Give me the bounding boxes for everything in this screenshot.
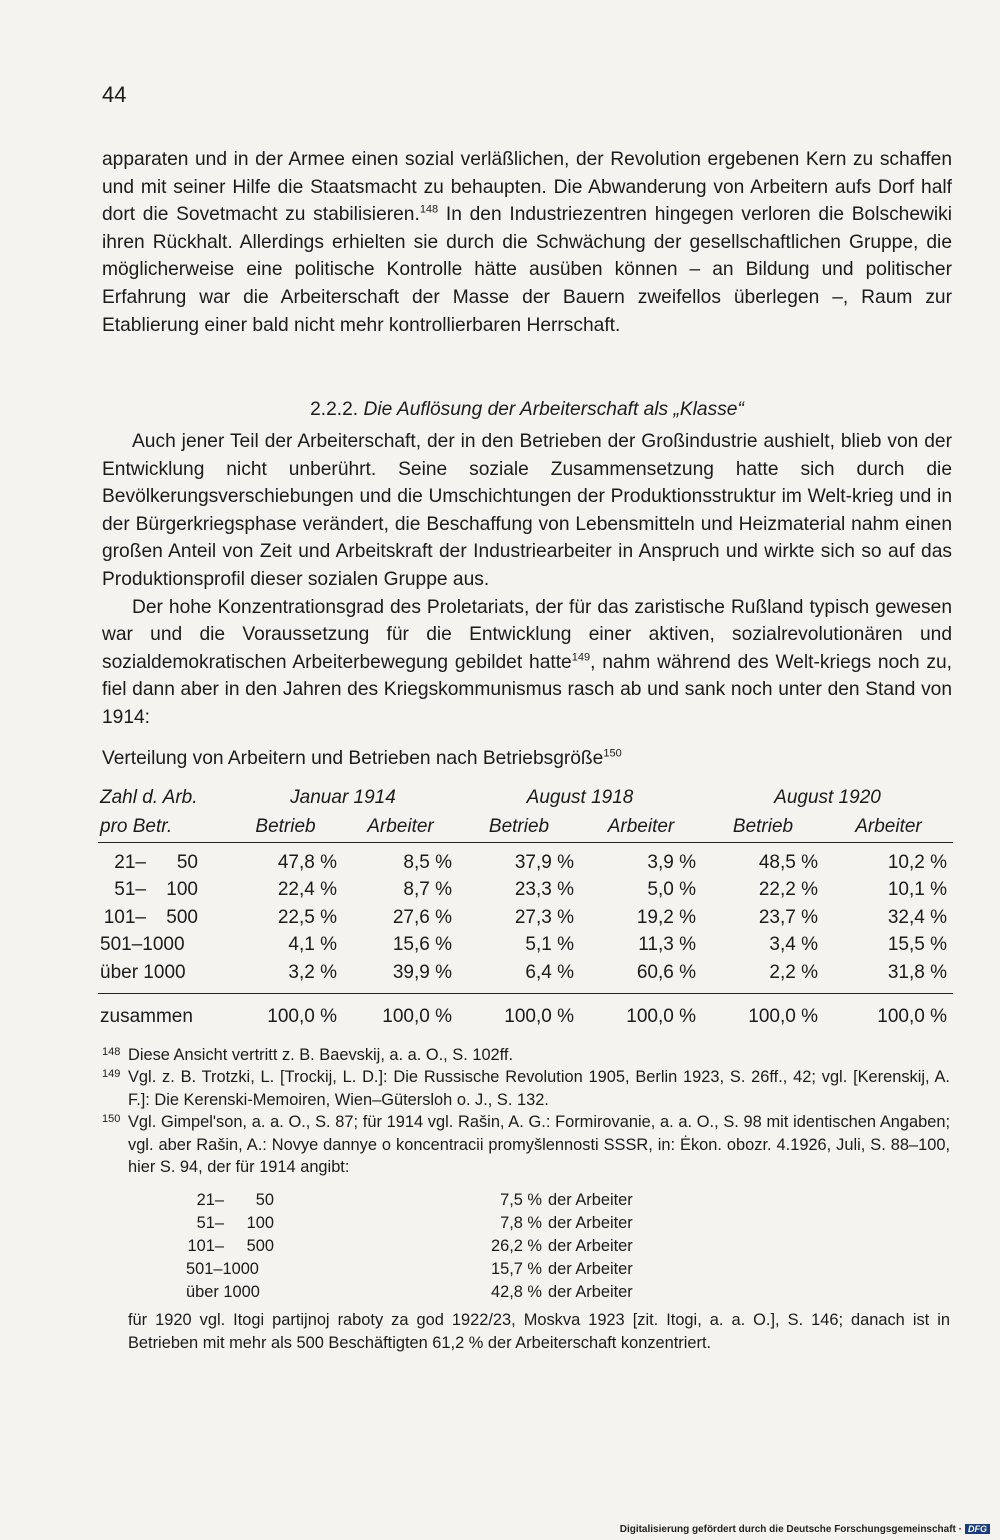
size-class: über 1000: [98, 959, 228, 993]
table-cell: 23,7 %: [758, 906, 818, 928]
paragraph-text: , nahm während des Welt-kriegs noch zu, fiel dann aber in den Jahren des Kriegskommunismus rasch ab und sank noch unter den Stand von 1914:: [102, 651, 952, 728]
table-row: [98, 843, 953, 877]
paragraph-text: Der hohe Konzentrationsgrad des Proletariats, der für das zaristische Rußland typisch gewesen war und die Voraussetzung für die Entwicklung einer aktiven, sozialrevolutionären und sozialdemokratischen Arbeiterbewegung gebildet hatte: [102, 596, 952, 673]
table-cell: 39,9 %: [343, 959, 458, 993]
footnote-149: [102, 1066, 950, 1111]
body-paragraph-2: Auch jener Teil der Arbeiterschaft, der in den Betrieben der Großindustrie aushielt, blieb von der Entwicklung nicht unberührt. Seine soziale Zusammensetzung hatte sich durch die Bevölkerungsverschiebungen und die Umschichtungen der Produktionsstruktur im Welt-krieg und in der Bürgerkriegsphase verändert, die Beschaffung von Lebensmitteln und Heizmaterial nahm einen großen Anteil von Zeit und Arbeitskraft der Industriearbeiter in Anspruch und wirkte sich so auf das Produktionsprofil dieser sozialen Gruppe aus.: [102, 431, 952, 590]
spacer: [286, 1234, 486, 1257]
footnote-ref-150[interactable]: 150: [603, 747, 622, 760]
size-class: über 1000: [186, 1282, 260, 1301]
table-cell: 2,2 %: [702, 959, 824, 993]
table-total-row: [98, 993, 953, 1031]
period-header-1914: Januar 1914: [290, 787, 396, 808]
percent: 15,7 %: [490, 1259, 542, 1278]
size-class: [98, 904, 228, 932]
table-cell: 27,3 %: [514, 906, 574, 928]
footnote-148: [102, 1044, 950, 1066]
size-lo: 21–: [114, 851, 146, 873]
paragraph-text: In den Industriezentren hingegen verloren die Bolschewiki ihren Rückhalt. Allerdings erhielten sie durch die Schwächung der gesellschaftlichen Gruppe, die möglicherweise eine politische Kontrolle hätte ausüben können – an Bildung und politischer Erfahrung war die Arbeiterschaft der Masse der Bauern zweifellos überlegen –, Raum zur Etablierung einer bald nicht mehr kontrollierbaren Herrschaft.: [102, 204, 952, 336]
table-cell: 27,6 %: [392, 906, 452, 928]
footnote-table-row: [186, 1280, 633, 1303]
size-class: [98, 877, 228, 905]
subheader-arbeiter: Arbeiter: [343, 812, 458, 843]
table-cell: 3,9 %: [647, 851, 696, 873]
body-paragraph-1: [102, 146, 952, 339]
distribution-table: [98, 784, 953, 1031]
table-row: [98, 877, 953, 905]
total-label: zusammen: [100, 1006, 193, 1028]
size-lo: 101–: [103, 906, 146, 928]
percent: 7,8 %: [500, 1213, 542, 1232]
footnote-ref-149[interactable]: 149: [571, 651, 591, 664]
table-row: [98, 959, 953, 993]
table-cell: 37,9 %: [514, 851, 574, 873]
size-hi: 100: [246, 1213, 274, 1232]
table-cell: 100,0 %: [877, 1006, 947, 1028]
body-paragraph-3: [102, 594, 952, 732]
table-cell: 22,4 %: [277, 879, 337, 901]
table-cell: 3,4 %: [769, 934, 818, 956]
footnote-text: Diese Ansicht vertritt z. B. Baevskij, a. a. O., S. 102ff.: [128, 1046, 514, 1064]
footnote-150-continuation: für 1920 vgl. Itogi partijnoj raboty za god 1922/23, Moskva 1923 [zit. Itogi, a. a. O.], S. 146; danach ist in Betrieben mit mehr als 500 Beschäftigten 61,2 % der Arbeiterschaft konzentriert.: [128, 1311, 950, 1352]
size-hi: 100: [166, 879, 198, 901]
table-cell: 22,2 %: [758, 879, 818, 901]
table-cell: 10,1 %: [887, 879, 947, 901]
subheader-betrieb: Betrieb: [702, 812, 824, 843]
period-header-1920: August 1920: [774, 787, 881, 808]
footnote-table-row: [186, 1257, 633, 1280]
percent-label: der Arbeiter: [548, 1236, 633, 1255]
size-class: [186, 1211, 286, 1234]
table-cell: 100,0 %: [267, 1006, 337, 1028]
percent: 42,8 %: [490, 1282, 542, 1301]
table-cell: 19,2 %: [636, 906, 696, 928]
footnotes: [102, 1044, 950, 1354]
size-class: [186, 1188, 286, 1211]
table-cell: 32,4 %: [887, 906, 947, 928]
paragraph-text: apparaten und in der Armee einen sozial verläßlichen, der Revolution ergebenen Kern zu schaffen und mit seiner Hilfe die Staatsmacht zu behaupten. Die Abwanderung von Arbeitern aufs Dorf half dort die Sovetmacht zu stabilisieren.: [102, 149, 952, 226]
table-cell: 3,2 %: [228, 959, 343, 993]
spacer: [286, 1280, 486, 1303]
footnote-table-row: [186, 1188, 633, 1211]
footnote-table-row: [186, 1234, 633, 1257]
table-cell: 22,5 %: [277, 906, 337, 928]
footnote-number: 150: [102, 1113, 121, 1126]
table-cell: 5,1 %: [525, 934, 574, 956]
table-cell: 6,4 %: [458, 959, 580, 993]
percent-label: der Arbeiter: [548, 1259, 633, 1278]
table-cell: 100,0 %: [382, 1006, 452, 1028]
table-caption: [102, 748, 622, 770]
section-heading: [102, 396, 952, 423]
size-lo: 101–: [187, 1236, 224, 1255]
table-cell: 31,8 %: [824, 959, 953, 993]
size-class: 501–1000: [186, 1259, 259, 1278]
table-row: [98, 932, 953, 960]
body-paragraphs-2-3: [102, 428, 952, 732]
table-cell: 15,5 %: [887, 934, 947, 956]
table-cell: 48,5 %: [758, 851, 818, 873]
percent-label: der Arbeiter: [548, 1282, 633, 1301]
dfg-logo: DFG: [965, 1524, 990, 1534]
row-header-line2: pro Betr.: [98, 812, 228, 843]
table-cell: 10,2 %: [887, 851, 947, 873]
period-header-1918: August 1918: [526, 787, 634, 808]
footnote-text: Vgl. Gimpel'son, a. a. O., S. 87; für 1914 vgl. Rašin, A. G.: Formirovanie, a. a. O., S. 98 mit identischen Angaben; vgl. aber Rašin, A.: Novye dannye o koncentracii promyšlennosti SSSR, in: Ėkon. obozr. 4.1926, Juli, S. 88–100, hier S. 94, der für 1914 angibt:: [128, 1113, 950, 1177]
spacer: [286, 1211, 486, 1234]
credit-text: Digitalisierung gefördert durch die Deutsche Forschungsgemeinschaft ·: [619, 1524, 962, 1535]
table-cell: 11,3 %: [638, 934, 696, 956]
percent-label: der Arbeiter: [548, 1190, 633, 1209]
subheader-arbeiter: Arbeiter: [824, 812, 953, 843]
size-hi: 500: [166, 906, 198, 928]
size-class: [98, 843, 228, 877]
size-lo: 21–: [196, 1190, 224, 1209]
size-class: [186, 1234, 286, 1257]
table-cell: 60,6 %: [580, 959, 702, 993]
spacer: [286, 1257, 486, 1280]
footnote-table-row: [186, 1211, 633, 1234]
table-cell: 5,0 %: [647, 879, 696, 901]
footnote-150: [102, 1111, 950, 1178]
spacer: [286, 1188, 486, 1211]
footnote-text: Vgl. z. B. Trotzki, L. [Trockij, L. D.]: Die Russische Revolution 1905, Berlin 1923, S. 26ff., 42; vgl. [Kerenskij, A. F.]: Die Kerenski-Memoiren, Wien–Gütersloh o. J., S. 132.: [128, 1068, 950, 1109]
section-number: 2.2.2.: [310, 399, 359, 420]
table-caption-text: Verteilung von Arbeitern und Betrieben nach Betriebsgröße: [102, 748, 604, 769]
percent: 26,2 %: [490, 1236, 542, 1255]
size-class: 501–1000: [100, 934, 185, 956]
table-cell: 15,6 %: [392, 934, 452, 956]
footnote-table: [186, 1188, 633, 1303]
table-cell: 23,3 %: [514, 879, 574, 901]
table-cell: 47,8 %: [277, 851, 337, 873]
table-cell: 4,1 %: [288, 934, 337, 956]
footnote-ref-148[interactable]: 148: [419, 203, 439, 216]
size-lo: 51–: [196, 1213, 224, 1232]
size-hi: 50: [176, 851, 198, 873]
subheader-arbeiter: Arbeiter: [580, 812, 702, 843]
page-number: 44: [102, 82, 127, 107]
table-row: [98, 904, 953, 932]
table-cell: 8,5 %: [403, 851, 452, 873]
size-hi: 50: [255, 1190, 274, 1209]
table-cell: 8,7 %: [403, 879, 452, 901]
size-lo: 51–: [114, 879, 146, 901]
percent-label: der Arbeiter: [548, 1213, 633, 1232]
percent: 7,5 %: [500, 1190, 542, 1209]
section-title: Die Auflösung der Arbeiterschaft als „Klasse“: [363, 399, 744, 420]
subheader-betrieb: Betrieb: [458, 812, 580, 843]
size-hi: 500: [246, 1236, 274, 1255]
digitization-credit: [620, 1524, 990, 1535]
table-cell: 100,0 %: [504, 1006, 574, 1028]
subheader-betrieb: Betrieb: [228, 812, 343, 843]
table-cell: 100,0 %: [626, 1006, 696, 1028]
row-header-line1: Zahl d. Arb.: [100, 787, 198, 808]
footnote-number: 148: [102, 1046, 121, 1058]
footnote-number: 149: [102, 1068, 121, 1081]
table-cell: 100,0 %: [748, 1006, 818, 1028]
